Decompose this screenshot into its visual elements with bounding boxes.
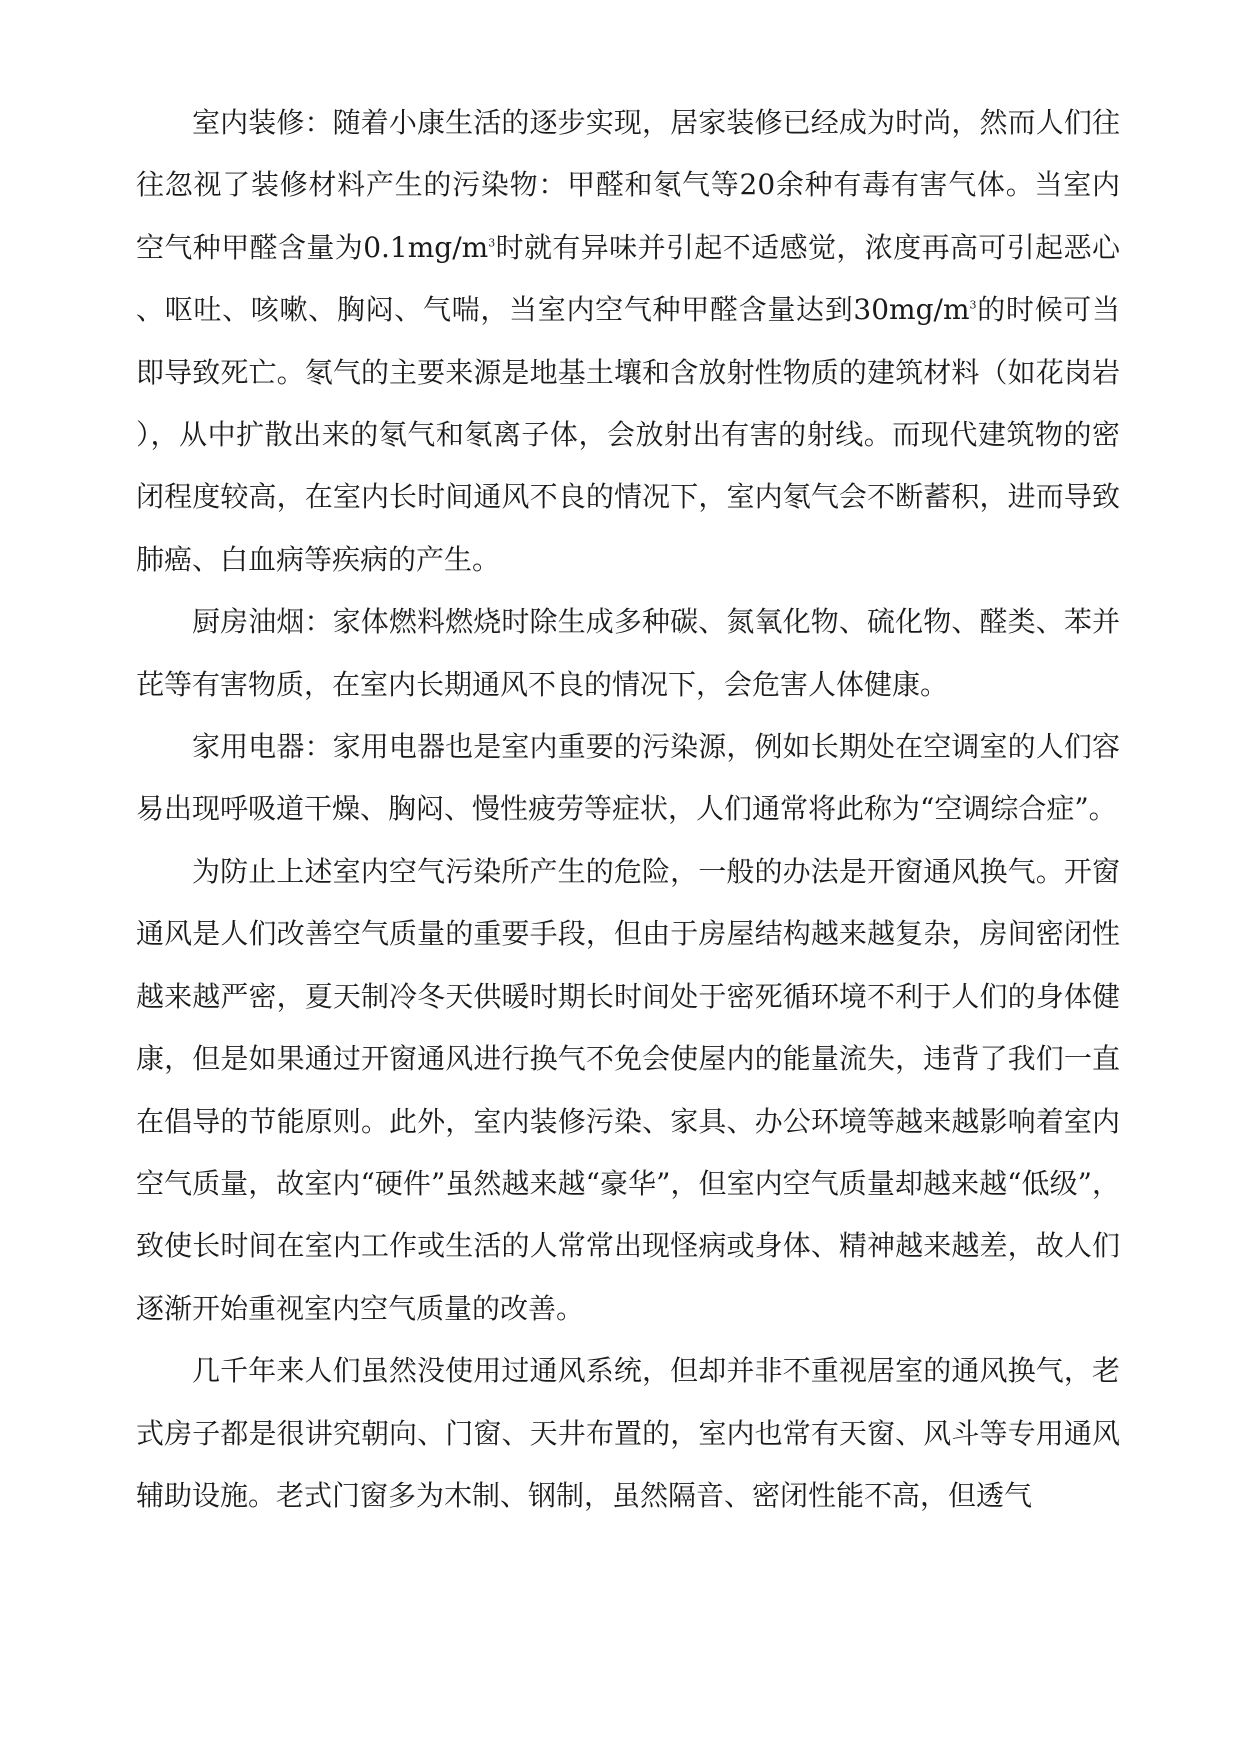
document-body	[136, 92, 1120, 1527]
superscript: 3	[969, 298, 977, 312]
text-segment: 的时候可当即导致死亡。氡气的主要来源是地基土壤和含放射性物质的建筑材料（如花岗岩），从中扩散出来的氡气和氡离子体，会放射出有害的射线。而现代建筑物的密闭程度较高，在室内长时间通风不良的情况下，室内氡气会不断蓄积，进而导致肺癌、白血病等疾病的产生。	[136, 293, 1120, 576]
text-segment: 家用电器：家用电器也是室内重要的污染源，例如长期处在空调室的人们容易出现呼吸道干燥、胸闷、慢性疲劳等症状，人们通常将此称为“空调综合症”。	[136, 730, 1120, 826]
text-segment: 为防止上述室内空气污染所产生的危险，一般的办法是开窗通风换气。开窗通风是人们改善空气质量的重要手段，但由于房屋结构越来越复杂，房间密闭性越来越严密，夏天制冷冬天供暖时期长时间处于密死循环境不利于人们的身体健康，但是如果通过开窗通风进行换气不免会使屋内的能量流失，违背了我们一直在倡导的节能原则。此外，室内装修污染、家具、办公环境等越来越影响着室内空气质量，故室内“硬件”虽然越来越“豪华”，但室内空气质量却越来越“低级”，致使长时间在室内工作或生活的人常常出现怪病或身体、精神越来越差，故人们逐渐开始重视室内空气质量的改善。	[136, 854, 1120, 1325]
paragraph-kitchen-fumes	[136, 591, 1120, 716]
text-segment: 几千年来人们虽然没使用过通风系统，但却并非不重视居室的通风换气，老式房子都是很讲究朝向、门窗、天井布置的，室内也常有天窗、风斗等专用通风辅助设施。老式门窗多为木制、钢制，虽然隔音、密闭性能不高，但透气	[136, 1354, 1120, 1512]
text-segment: 厨房油烟：家体燃料燃烧时除生成多种碳、氮氧化物、硫化物、醛类、苯并芘等有害物质，在室内长期通风不良的情况下，会危害人体健康。	[136, 605, 1120, 701]
paragraph-home-appliances	[136, 716, 1120, 841]
text-segment: 室内装修：随着小康生活的逐步实现，居家装修已经成为时尚，然而人们往往忽视了装修材料产生的污染物：甲醛和氡气等20余种有毒有害气体。当室内空气种甲醛含量为0.1mg/m	[136, 106, 1120, 264]
paragraph-traditional-ventilation	[136, 1340, 1120, 1527]
superscript: 3	[488, 236, 496, 250]
paragraph-ventilation-problem	[136, 841, 1120, 1340]
text-segment: 时就有异味并引起不适感觉，浓度再高可引起恶心、呕吐、咳嗽、胸闷、气喘，当室内空气种甲醛含量达到30mg/m	[136, 230, 1120, 327]
paragraph-interior-decoration	[136, 92, 1120, 591]
